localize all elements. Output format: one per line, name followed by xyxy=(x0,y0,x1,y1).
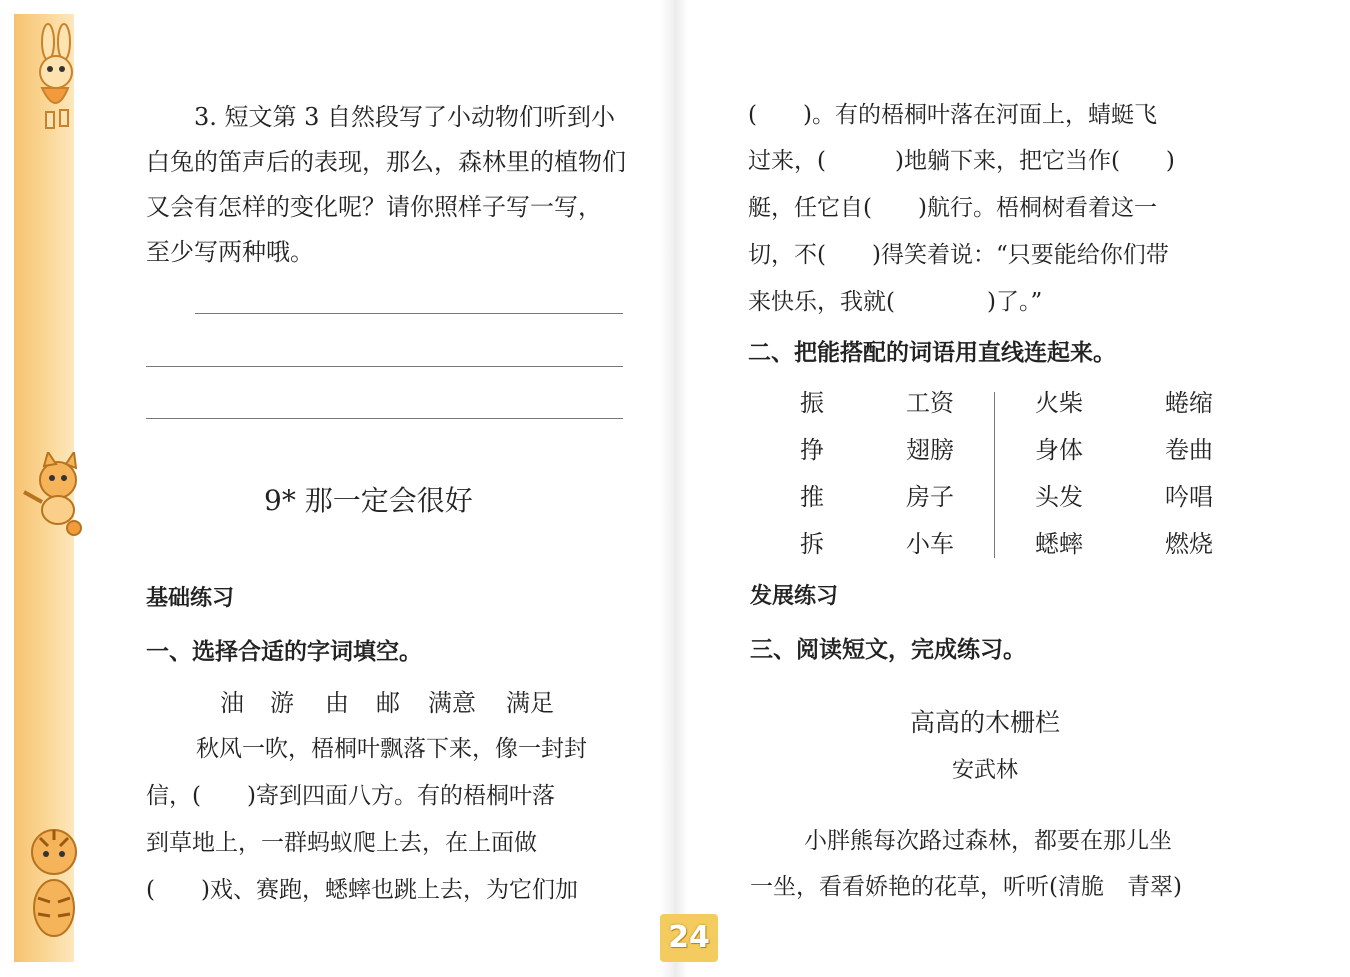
question-3-line-4: 至少写两种哦。 xyxy=(146,238,314,266)
question-3-line-1: 3. 短文第 3 自然段写了小动物们听到小 xyxy=(194,103,616,131)
word-bank-item: 满足 xyxy=(506,689,554,717)
question-3-line-2: 白兔的笛声后的表现，那么，森林里的植物们 xyxy=(146,148,626,176)
match-word[interactable]: 工资 xyxy=(906,389,954,417)
section-basic-practice: 基础练习 xyxy=(146,586,235,611)
answer-line-3[interactable] xyxy=(146,418,623,419)
section-development-practice: 发展练习 xyxy=(750,584,839,609)
match-word[interactable]: 蟋蟀 xyxy=(1035,530,1083,558)
word-bank-item: 游 xyxy=(270,689,294,717)
answer-line-2[interactable] xyxy=(146,366,623,367)
match-word[interactable]: 蜷缩 xyxy=(1165,389,1213,417)
match-word[interactable]: 吟唱 xyxy=(1165,483,1213,511)
match-word[interactable]: 拆 xyxy=(800,530,824,558)
word-bank-item: 满意 xyxy=(428,689,476,717)
word-bank-item: 油 xyxy=(220,689,244,717)
lesson-title: 9* 那一定会很好 xyxy=(264,484,473,517)
passage-line-3: 到草地上，一群蚂蚁爬上去，在上面做 xyxy=(146,830,537,856)
match-divider xyxy=(994,392,995,558)
match-word[interactable]: 振 xyxy=(800,389,824,417)
match-word[interactable]: 翅膀 xyxy=(906,436,954,464)
passage-line-4: ( )戏、赛跑，蟋蟀也跳上去，为它们加 xyxy=(146,877,578,903)
passage-line-1: 秋风一吹，梧桐叶飘落下来，像一封封 xyxy=(196,736,587,762)
tiger-illustration xyxy=(22,818,88,942)
story-title: 高高的木栅栏 xyxy=(910,708,1061,737)
story-author: 安武林 xyxy=(952,758,1019,783)
story-line-2: 一坐，看看娇艳的花草，听听(清脆 青翠) xyxy=(750,874,1182,900)
match-word[interactable]: 头发 xyxy=(1035,483,1083,511)
page-number: 24 xyxy=(660,914,718,962)
passage-cont-line-2: 过来，( )地躺下来，把它当作( ) xyxy=(748,148,1175,174)
passage-cont-line-4: 切，不( )得笑着说：“只要能给你们带 xyxy=(748,242,1169,268)
match-word[interactable]: 身体 xyxy=(1035,436,1083,464)
answer-line-1[interactable] xyxy=(195,313,623,314)
word-bank-item: 由 xyxy=(325,689,349,717)
passage-cont-line-1: ( )。有的梧桐叶落在河面上，蜻蜓飞 xyxy=(748,102,1157,128)
match-word[interactable]: 推 xyxy=(800,483,824,511)
rabbit-illustration xyxy=(18,22,90,132)
page-gutter xyxy=(660,0,688,977)
match-word[interactable]: 燃烧 xyxy=(1165,530,1213,558)
match-word[interactable]: 火柴 xyxy=(1035,389,1083,417)
match-word[interactable]: 房子 xyxy=(906,483,954,511)
story-line-1: 小胖熊每次路过森林，都要在那儿坐 xyxy=(804,828,1172,854)
passage-line-2: 信，( )寄到四面八方。有的梧桐叶落 xyxy=(146,783,555,809)
passage-cont-line-3: 艇，任它自( )航行。梧桐树看着这一 xyxy=(748,195,1157,221)
fox-illustration xyxy=(16,452,90,538)
passage-cont-line-5: 来快乐，我就( )了。” xyxy=(748,289,1043,315)
exercise-3-heading: 三、阅读短文，完成练习。 xyxy=(750,637,1026,663)
question-3-line-3: 又会有怎样的变化呢？请你照样子写一写， xyxy=(146,193,602,221)
match-word[interactable]: 挣 xyxy=(800,436,824,464)
exercise-2-heading: 二、把能搭配的词语用直线连起来。 xyxy=(748,340,1116,366)
match-word[interactable]: 小车 xyxy=(906,530,954,558)
match-word[interactable]: 卷曲 xyxy=(1165,436,1213,464)
exercise-1-heading: 一、选择合适的字词填空。 xyxy=(146,639,422,665)
word-bank-item: 邮 xyxy=(376,689,400,717)
